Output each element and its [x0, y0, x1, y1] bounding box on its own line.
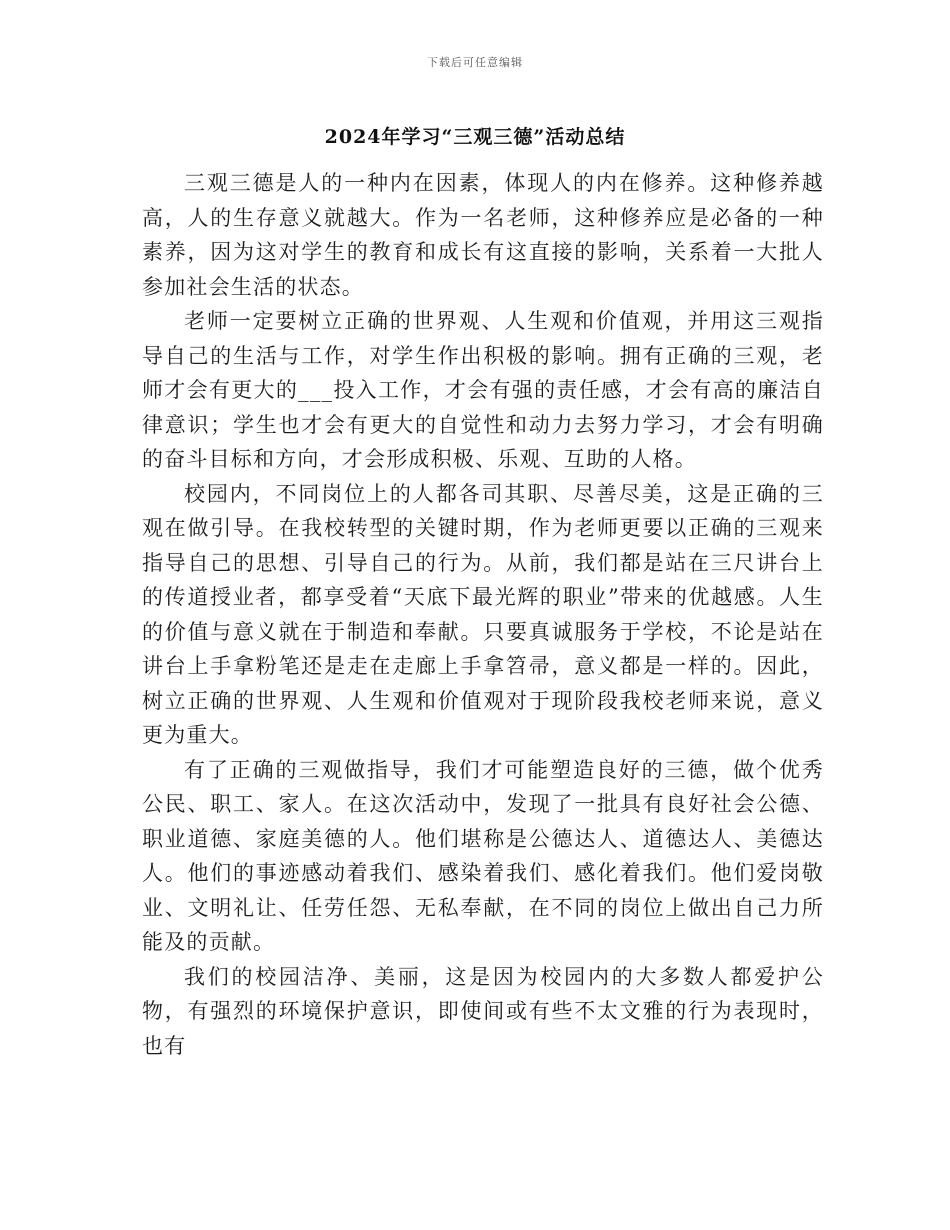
- document-title: 2024年学习“三观三德”活动总结: [324, 126, 626, 148]
- paragraph-2: 老师一定要树立正确的世界观、人生观和价值观，并用这三观指导自己的生活与工作，对学生作出积极的影响。拥有正确的三观，老师才会有更大的___投入工作，才会有强的责任感，才会有高的廉洁自律意识；学生也才会有更大的自觉性和动力去努力学习，才会有明确的奋斗目标和方向，才会形成积极、乐观、互助的人格。: [142, 309, 824, 471]
- paragraph-5: 我们的校园洁净、美丽，这是因为校园内的大多数人都爱护公物，有强烈的环境保护意识，即使间或有些不太文雅的行为表现时，也有: [142, 964, 824, 1058]
- header-note: 下载后可任意编辑: [427, 56, 523, 69]
- paragraph-3: 校园内，不同岗位上的人都各司其职、尽善尽美，这是正确的三观在做引导。在我校转型的关键时期，作为老师更要以正确的三观来指导自己的思想、引导自己的行为。从前，我们都是站在三尺讲台上的传道授业者，都享受着“天底下最光辉的职业”带来的优越感。人生的价值与意义就在于制造和奉献。只要真诚服务于学校，不论是站在讲台上手拿粉笔还是走在走廊上手拿笤帚，意义都是一样的。因此，树立正确的世界观、人生观和价值观对于现阶段我校老师来说，意义更为重大。: [142, 481, 824, 747]
- paragraph-4: 有了正确的三观做指导，我们才可能塑造良好的三德，做个优秀公民、职工、家人。在这次活动中，发现了一批具有良好社会公德、职业道德、家庭美德的人。他们堪称是公德达人、道德达人、美德达人。他们的事迹感动着我们、感染着我们、感化着我们。他们爱岗敬业、文明礼让、任劳任怨、无私奉献，在不同的岗位上做出自己力所能及的贡献。: [142, 757, 824, 954]
- paragraph-1: 三观三德是人的一种内在因素，体现人的内在修养。这种修养越高，人的生存意义就越大。作为一名老师，这种修养应是必备的一种素养，因为这对学生的教育和成长有这直接的影响，关系着一大批人参加社会生活的状态。: [142, 171, 824, 299]
- document-body: [142, 166, 824, 1063]
